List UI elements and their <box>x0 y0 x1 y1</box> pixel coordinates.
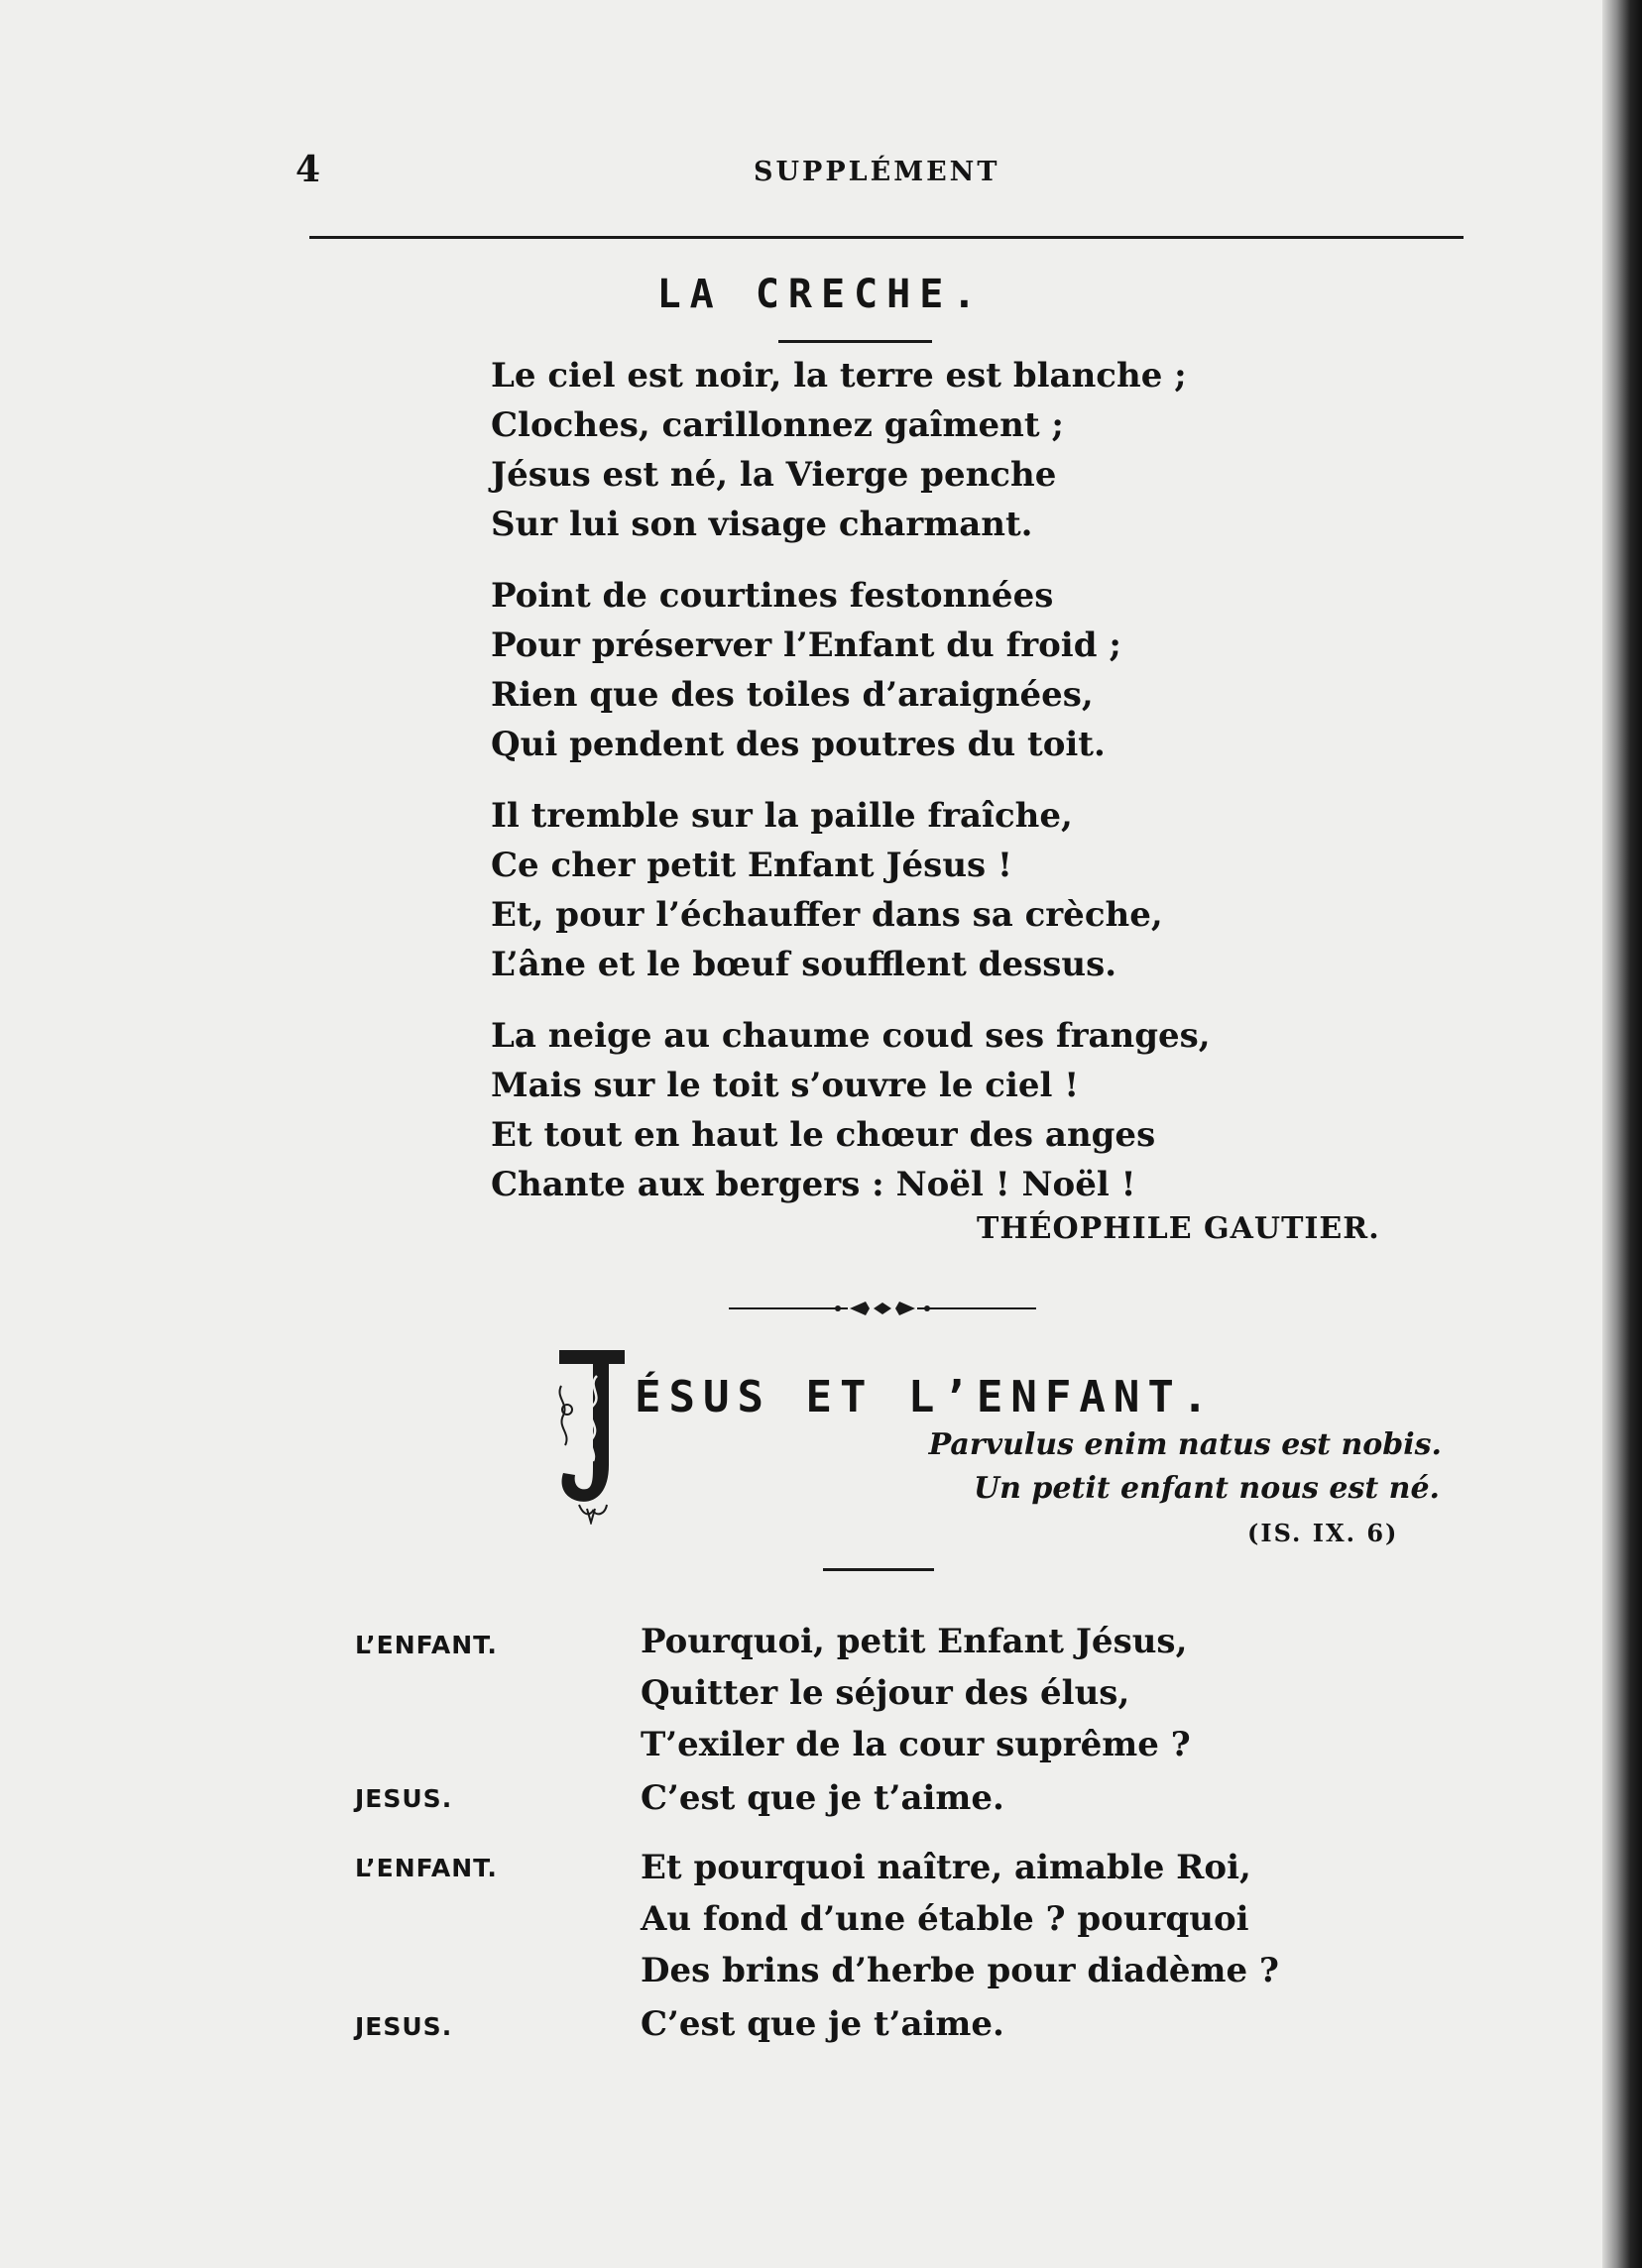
epigraph-french: Un petit enfant nous est né. <box>974 1471 1440 1506</box>
page-edge-shadow <box>1602 0 1642 2268</box>
speech-block <box>641 1616 1191 1770</box>
stanza-1 <box>491 351 1482 549</box>
poem-title: LA CRECHE. <box>656 272 986 317</box>
speech-line: C’est que je t’aime. <box>641 2004 1004 2044</box>
speaker-label: L’ENFANT. <box>355 1854 498 1882</box>
poem-line: Il tremble sur la paille fraîche, <box>491 796 1073 836</box>
speaker-label: JESUS. <box>355 2012 453 2041</box>
speaker-label: JESUS. <box>355 1784 453 1813</box>
speech-block <box>641 1772 1004 1824</box>
title-rule <box>778 340 932 343</box>
speech-line: C’est que je t’aime. <box>641 1778 1004 1818</box>
ornament-divider-icon <box>729 1297 1036 1320</box>
poem-line: Le ciel est noir, la terre est blanche ; <box>491 356 1187 396</box>
running-title: SUPPLÉMENT <box>754 157 1000 187</box>
poem-line: Point de courtines festonnées <box>491 576 1054 616</box>
poem-line: Jésus est né, la Vierge penche <box>491 455 1057 495</box>
speaker-label: L’ENFANT. <box>355 1631 498 1659</box>
scripture-reference: (IS. IX. 6) <box>1247 1519 1399 1547</box>
epigraph-latin: Parvulus enim natus est nobis. <box>928 1427 1442 1462</box>
page-number: 4 <box>295 149 321 190</box>
poem-line: Et tout en haut le chœur des anges <box>491 1115 1156 1155</box>
stanza-4 <box>491 1011 1482 1209</box>
speech-line: Quitter le séjour des élus, <box>641 1673 1130 1713</box>
poem-line: Chante aux bergers : Noël ! Noël ! <box>491 1165 1136 1204</box>
poem-line: Ce cher petit Enfant Jésus ! <box>491 846 1012 885</box>
header-rule <box>309 236 1464 239</box>
poem-line: Pour préserver l’Enfant du froid ; <box>491 625 1121 665</box>
stanza-3 <box>491 791 1482 989</box>
poem-line: Cloches, carillonnez gaîment ; <box>491 405 1064 445</box>
poem-line: La neige au chaume coud ses franges, <box>491 1016 1211 1056</box>
section-rule <box>823 1568 934 1571</box>
speech-line: Pourquoi, petit Enfant Jésus, <box>641 1622 1188 1661</box>
speech-line: T’exiler de la cour suprême ? <box>641 1725 1191 1764</box>
speech-block <box>641 1998 1004 2050</box>
poem-line: Rien que des toiles d’araignées, <box>491 675 1094 715</box>
speech-line: Et pourquoi naître, aimable Roi, <box>641 1848 1251 1887</box>
poem-author: THÉOPHILE GAUTIER. <box>977 1211 1380 1246</box>
ornate-drop-cap-j-icon <box>553 1346 631 1525</box>
poem-line: Et, pour l’échauffer dans sa crèche, <box>491 895 1163 935</box>
section-title: ÉSUS ET L’ENFANT. <box>635 1372 1217 1422</box>
poem-body <box>491 351 1482 1231</box>
poem-line: L’âne et le bœuf soufflent dessus. <box>491 945 1117 984</box>
stanza-2 <box>491 571 1482 769</box>
speech-line: Au fond d’une étable ? pourquoi <box>641 1899 1249 1939</box>
poem-line: Sur lui son visage charmant. <box>491 505 1033 544</box>
poem-line: Qui pendent des poutres du toit. <box>491 725 1106 764</box>
speech-block <box>641 1842 1279 1996</box>
poem-line: Mais sur le toit s’ouvre le ciel ! <box>491 1066 1080 1105</box>
speech-line: Des brins d’herbe pour diadème ? <box>641 1951 1279 1990</box>
